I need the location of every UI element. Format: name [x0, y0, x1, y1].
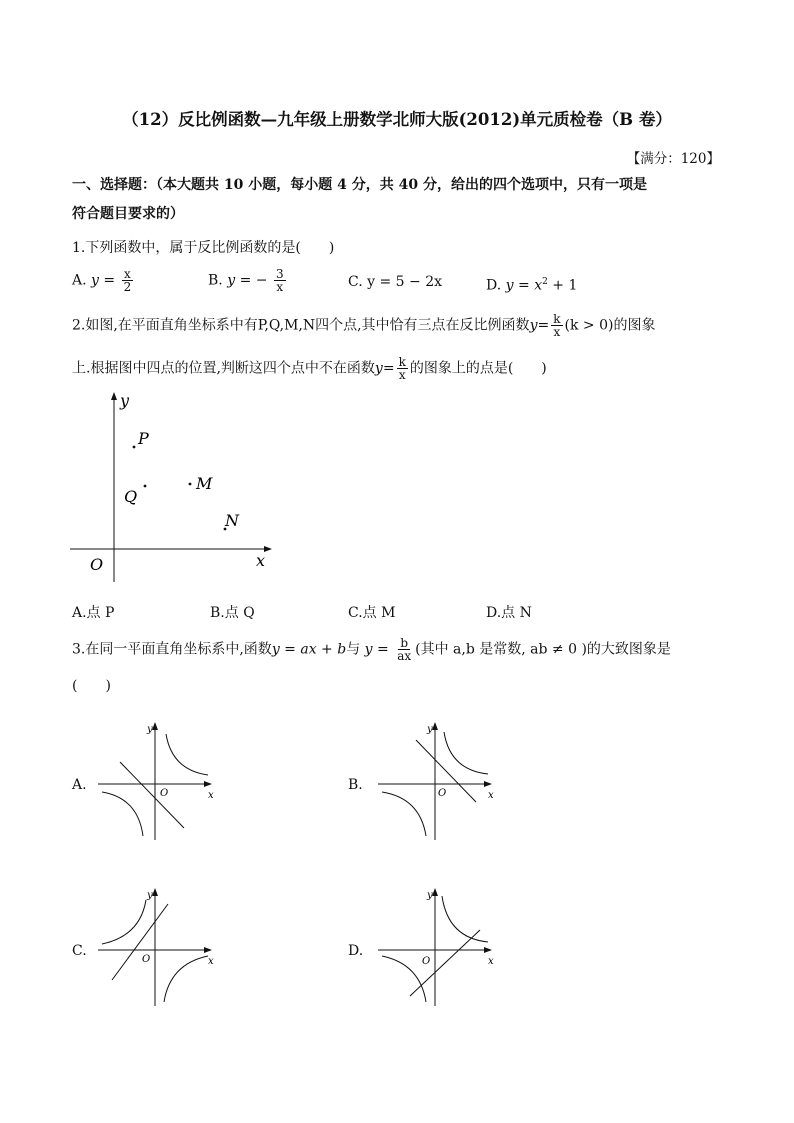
q2-point-m [189, 483, 192, 486]
svg-text:O: O [438, 788, 447, 799]
q1-stem: 1.下列函数中，属于反比例函数的是( ) [72, 240, 335, 256]
section-heading-line2: 符合题目要求的） [72, 206, 184, 222]
q2-label-p: P [138, 429, 149, 448]
q3-paren: ( ) [72, 678, 111, 694]
svg-text:y: y [147, 890, 153, 901]
svg-text:x: x [488, 790, 494, 801]
svg-text:y: y [147, 724, 153, 735]
q2-point-p [133, 446, 136, 449]
svg-text:O: O [422, 956, 431, 967]
q2-y-label: y [120, 391, 130, 410]
q2-x-label: x [256, 551, 266, 570]
q3-stem-line1: 3.在同一平面直角坐标系中,函数y = ax + b与 y = $\frac{b}{ax}$ (其中 a,b 是常数, ab ≠ 0 )的大致图象是 [72, 636, 671, 663]
q2-label-n: N [225, 511, 239, 530]
svg-text:x: x [208, 790, 214, 801]
q2-stem-line2: 上.根据图中四点的位置,判断这四个点中不在函数y= $\frac{k}{x}$ 的图象上的点是( ) [72, 355, 547, 382]
svg-text:O: O [142, 954, 151, 965]
page-title: （12）反比例函数—九年级上册数学北师大版(2012)单元质检卷（B 卷） [122, 110, 672, 129]
svg-text:y: y [427, 724, 433, 735]
svg-text:O: O [160, 788, 169, 799]
q1-option-d: D. $y = x^2 + 1$ [486, 277, 578, 294]
full-score: 【满分：120】 [626, 151, 720, 167]
q3-graph-d-label: D. [348, 943, 364, 959]
q2-point-q [144, 485, 147, 488]
q2-option-c: C.点 M [348, 605, 396, 621]
svg-text:y: y [427, 890, 433, 901]
q2-option-a: A.点 P [72, 605, 115, 621]
q1-option-c: C. y = 5 − 2x [348, 274, 443, 290]
svg-text:x: x [208, 956, 214, 967]
section-heading-line1: 一、选择题：（本大题共 10 小题，每小题 4 分，共 40 分，给出的四个选项中，只有一项是 [72, 177, 647, 193]
q2-figure [66, 390, 286, 585]
q2-option-b: B.点 Q [210, 605, 255, 621]
q2-stem-line1: 2.如图,在平面直角坐标系中有P,Q,M,N四个点,其中恰有三点在反比例函数y= $\frac{k}{x}$ (k > 0)的图象 [72, 312, 656, 339]
q3-graph-c [92, 884, 222, 1009]
q3-graph-a-label: A. [72, 777, 87, 793]
q2-label-m: M [196, 474, 213, 493]
q2-option-d: D.点 N [486, 605, 532, 621]
q1-option-b: B. y = − $\frac{3}{x}$ [208, 267, 284, 294]
svg-text:x: x [488, 956, 494, 967]
q3-graph-c-label: C. [72, 943, 87, 959]
q2-origin-label: O [90, 555, 104, 574]
q3-graph-b-label: B. [348, 777, 363, 793]
q2-label-q: Q [124, 487, 138, 506]
q3-graph-d [372, 884, 502, 1009]
q3-graph-a [92, 718, 222, 843]
q1-option-a: A. y = $\frac{x}{2}$ [72, 267, 132, 294]
q3-graph-b [372, 718, 502, 843]
